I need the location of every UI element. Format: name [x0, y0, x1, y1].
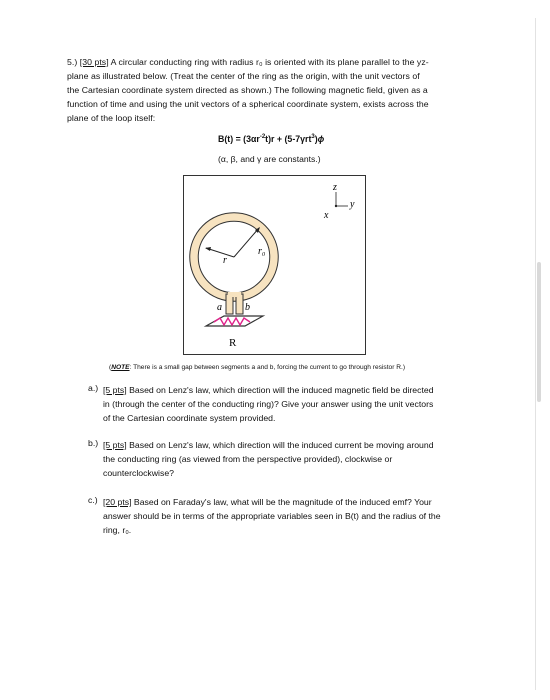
- segment-b-label: b: [245, 302, 250, 313]
- eq-part-1: B(t) = (3αr: [218, 134, 260, 144]
- question-c: [103, 495, 441, 538]
- question-c-line-2: answer should be in terms of the appropriate variables seen in B(t) and the radius of the: [103, 511, 441, 522]
- eq-part-3: + (5-7γrt: [274, 134, 312, 144]
- eq-exponent-1: -2: [259, 134, 266, 141]
- resistor-label: R: [229, 337, 237, 349]
- axis-x-label: x: [324, 210, 329, 221]
- question-b-points: [5 pts]: [103, 440, 127, 450]
- gap-note: [109, 364, 405, 371]
- ring-diagram: [184, 176, 365, 354]
- top-frame: [0, 0, 550, 18]
- radius-r0-label: r₀: [258, 246, 266, 257]
- ring-figure: [183, 175, 366, 355]
- question-a-line-3: of the Cartesian coordinate system provided.: [103, 413, 276, 424]
- question-b-line-1: Based on Lenz's law, which direction will the induced current be moving around: [129, 440, 434, 450]
- field-equation: [218, 134, 324, 144]
- axis-z-label: z: [333, 182, 337, 193]
- problem-text-1: A circular conducting ring with radius r₀ is oriented with its plane parallel to the yz-: [110, 57, 429, 67]
- question-b-line-3: counterclockwise?: [103, 468, 174, 479]
- eq-part-2: t): [265, 134, 272, 144]
- question-a-label: a.): [88, 383, 99, 393]
- note-label: NOTE: [111, 364, 130, 371]
- resistor-zigzag: [214, 318, 250, 325]
- problem-line-2: plane as illustrated below. (Treat the center of the ring as the origin, with the unit vectors of: [67, 71, 420, 81]
- problem-line-5: plane of the loop itself:: [67, 113, 156, 123]
- question-a-points: [5 pts]: [103, 385, 127, 395]
- problem-line-4: function of time and using the unit vectors of a spherical coordinate system, exists across the: [67, 99, 429, 109]
- question-c-line-3: ring, r₀.: [103, 525, 132, 536]
- lead-joint: [228, 292, 241, 297]
- eq-part-4: ): [314, 134, 318, 144]
- problem-line-1: [67, 55, 429, 69]
- question-a: [103, 383, 434, 426]
- question-c-line-1: Based on Faraday's law, what will be the magnitude of the induced emf? Your: [133, 497, 432, 507]
- problem-points: [30 pts]: [79, 57, 109, 67]
- axis-origin-dot: [335, 205, 337, 207]
- eq-phi-hat: ϕ: [317, 134, 325, 144]
- note-open-paren: (: [109, 364, 112, 371]
- eq-exponent-2: 3: [311, 134, 315, 141]
- question-a-line-2: in (through the center of the conducting ring)? Give your answer using the unit vectors: [103, 399, 434, 410]
- problem-number: 5.): [67, 57, 78, 67]
- radius-arrowhead-r: [205, 247, 211, 251]
- note-text: : There is a small gap between segments a and b, forcing the current to go through resistor R.): [129, 364, 406, 371]
- scrollbar[interactable]: [537, 262, 541, 402]
- constants-note: (α, β, and γ are constants.): [218, 154, 321, 164]
- segment-a-label: a: [217, 302, 222, 313]
- eq-r-hat: r: [271, 134, 275, 144]
- radius-line-r0: [234, 228, 259, 257]
- question-b-line-2: the conducting ring (as viewed from the perspective provided), clockwise or: [103, 454, 393, 465]
- question-b-label: b.): [88, 438, 99, 448]
- question-a-line-1: Based on Lenz's law, which direction will the induced magnetic field be directed: [129, 385, 434, 395]
- question-c-points: [20 pts]: [103, 497, 132, 507]
- question-c-label: c.): [88, 495, 98, 505]
- axis-y-label: y: [350, 199, 355, 210]
- radius-r-label: r: [223, 255, 227, 266]
- problem-line-3: the Cartesian coordinate system directed as shown.) The following magnetic field, given as a: [67, 85, 428, 95]
- question-b: [103, 438, 434, 481]
